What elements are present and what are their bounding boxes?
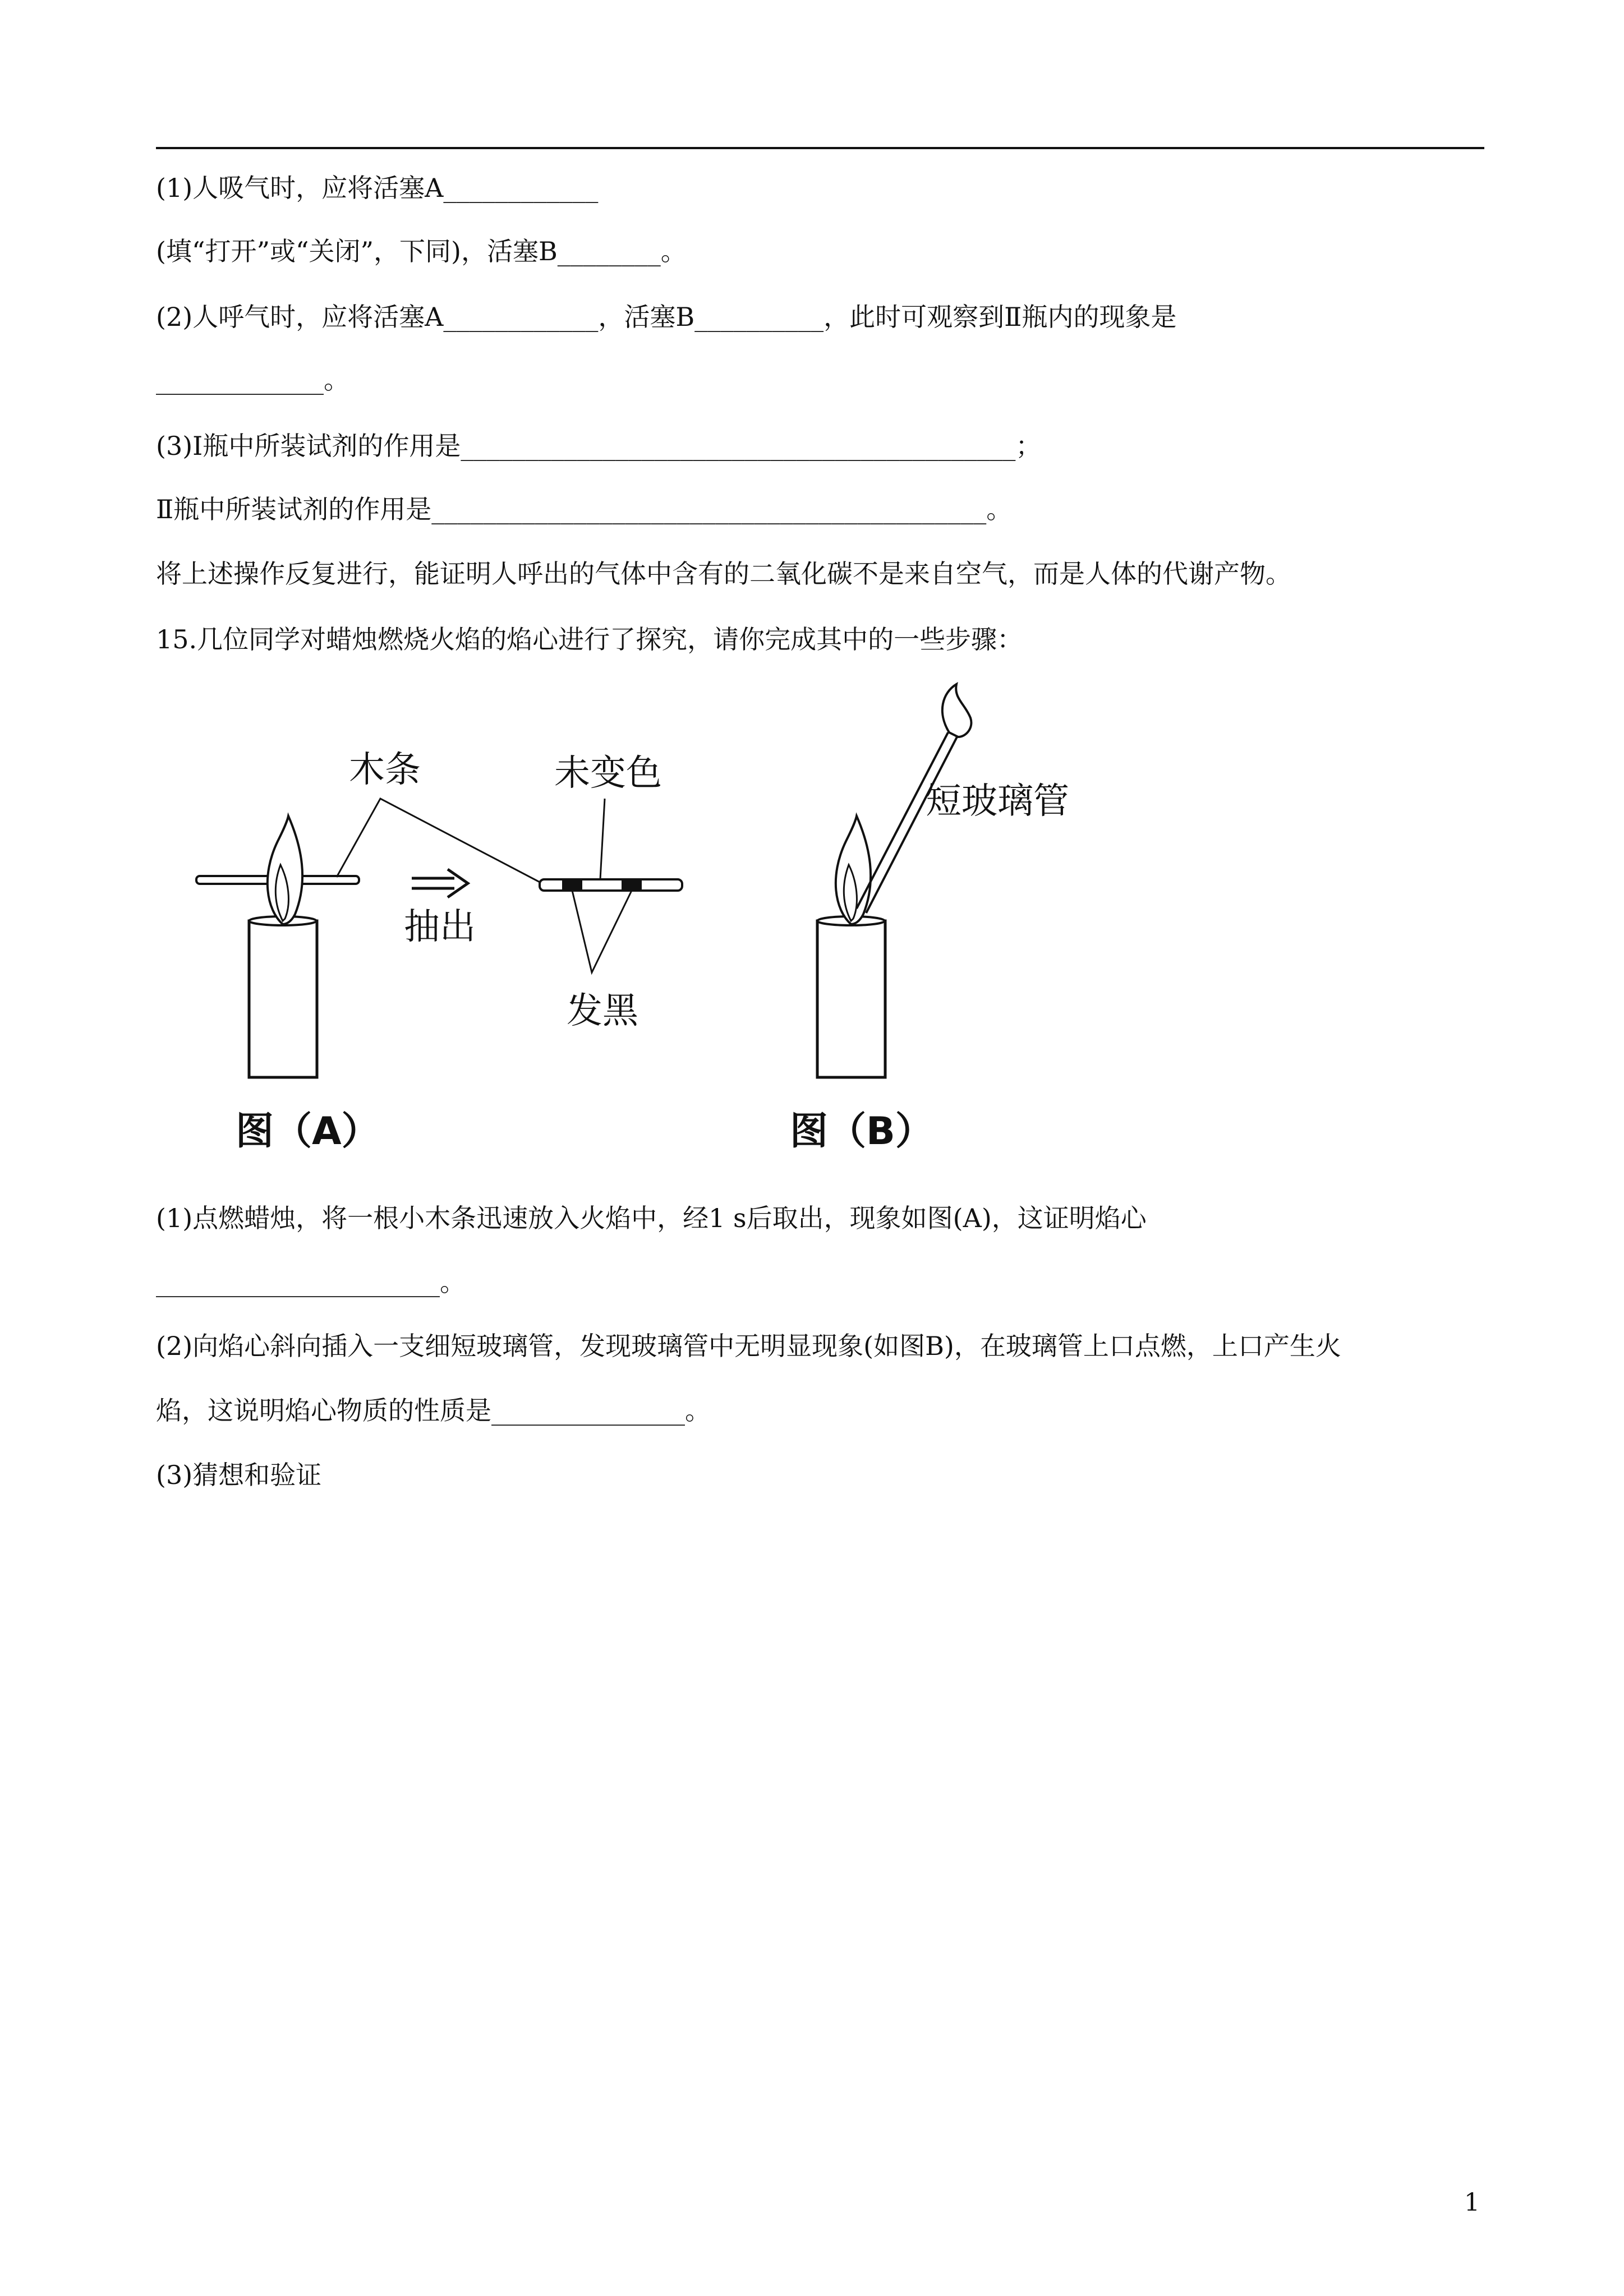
page-number: 1 [1464, 2188, 1480, 2217]
char-mark-right [622, 879, 642, 891]
label-short-tube: 短玻璃管 [926, 781, 1069, 822]
char-mark-left [562, 879, 582, 891]
flame-a [268, 816, 302, 924]
double-arrow-icon [412, 869, 468, 897]
flame-b [836, 816, 871, 924]
header-rule [156, 147, 1484, 149]
caption-a: 图（A） [236, 1109, 380, 1154]
text-line-1: (1)人吸气时，应将活塞A____________ [156, 173, 599, 203]
text-line-7: 将上述操作反复进行，能证明人呼出的气体中含有的二氧化碳不是来自空气，而是人体的代谢产物。 [156, 559, 1291, 589]
label-blackened: 发黑 [567, 990, 638, 1032]
text-line-8: 15.几位同学对蜡烛燃烧火焰的焰心进行了探究，请你完成其中的一些步骤： [156, 624, 1023, 654]
text-line-3: (2)人呼气时，应将活塞A____________，活塞B__________，此时可观察到Ⅱ瓶内的现象是 [156, 302, 1177, 332]
wooden-stick-removed [540, 879, 682, 891]
text-line-5: (3)Ⅰ瓶中所装试剂的作用是___________________________________________； [156, 431, 1042, 461]
label-stick: 木条 [349, 749, 421, 791]
text-line-2: (填“打开”或“关闭”，下同)，活塞B________。 [156, 236, 687, 266]
caption-b: 图（B） [790, 1109, 933, 1154]
text-line-9: (1)点燃蜡烛，将一根小木条迅速放入火焰中，经1 s后取出，现象如图(A)，这证明焰心 [156, 1203, 1147, 1233]
text-line-11: (2)向焰心斜向插入一支细短玻璃管，发现玻璃管中无明显现象(如图B)，在玻璃管上口点燃，上口产生火 [156, 1331, 1341, 1361]
text-line-12: 焰，这说明焰心物质的性质是_______________。 [156, 1395, 711, 1426]
text-line-4: _____________。 [156, 365, 349, 395]
candle-experiment-figure [168, 679, 1069, 1172]
text-line-13: (3)猜想和验证 [156, 1460, 322, 1490]
flame-b-tube-top [942, 684, 972, 737]
label-pull-out: 抽出 [404, 906, 476, 948]
candle-b [817, 921, 885, 1077]
label-unchanged: 未变色 [554, 753, 662, 794]
text-line-10: ______________________。 [156, 1267, 466, 1297]
candle-a [249, 921, 317, 1077]
text-line-6: Ⅱ瓶中所装试剂的作用是___________________________________________。 [156, 494, 1013, 524]
